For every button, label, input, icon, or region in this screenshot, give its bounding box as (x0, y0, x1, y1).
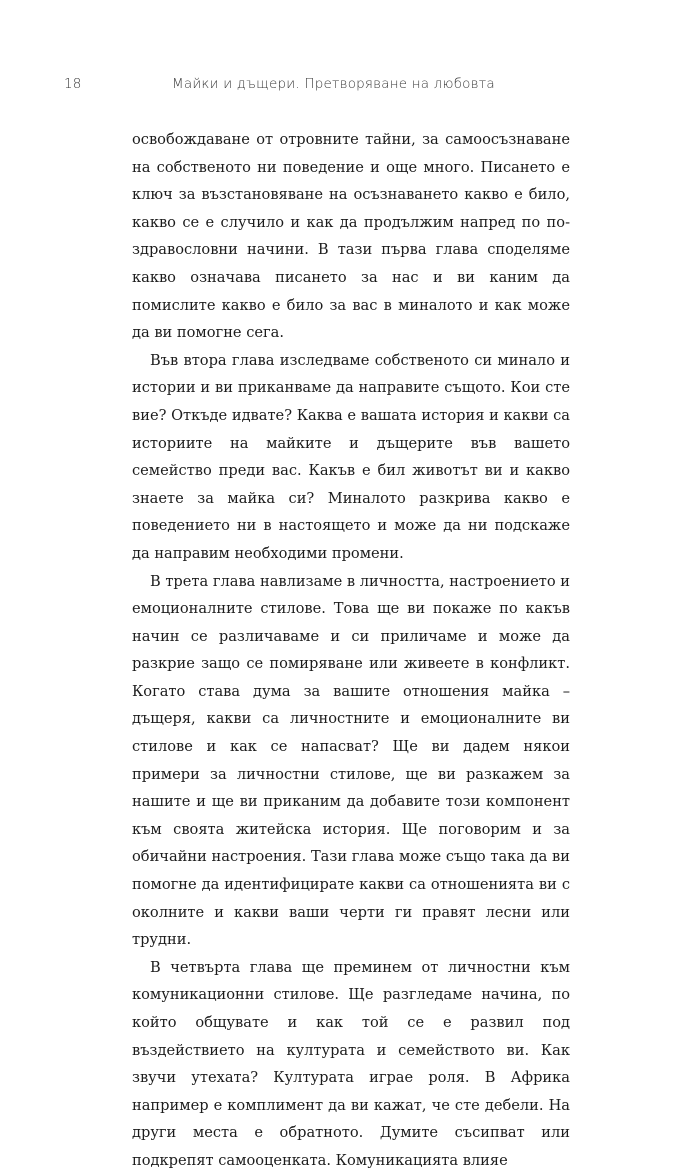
paragraph: В четвърта глава ще преминем от личностни към комуникационни стилове. Ще разгледаме начина, по който общувате и как той се е развил под въздействието на културата и семейството ви. Как звучи утехата? Културата играе роля. В Африка например е комплимент да ви кажат, че сте дебели. На други места е обратното. Думите съсипват или подкрепят самооценката. Комуникацията влияе (132, 958, 570, 1169)
page-number: 18 (64, 76, 82, 92)
paragraph: В трета глава навлизаме в личността, настроението и емоционалните стилове. Това ще ви покаже по какъв начин се различаваме и си приличаме и може да разкрие защо се помиряване или живеете в конфликт. Когато става дума за вашите отношения майка – дъщеря, какви са личностните и емоционалните ви стилове и как се напасват? Ще ви дадем някои примери за личностни стилове, ще ви разкажем за нашите и ще ви приканим да добавите този компонент към своята житейска история. Ще поговорим и за обичайни настроения. Тази глава може също така да ви помогне да идентифицирате какви са отношенията ви с околните и какви ваши черти ги правят лесни или трудни. (132, 572, 570, 949)
running-title: Майки и дъщери. Претворяване на любовта (172, 76, 495, 92)
paragraph: освобождаване от отровните тайни, за самоосъзнаване на собственото ни поведение и още много. Писането е ключ за възстановяване на осъзнаването какво е било, какво се е случило и как да продължим напред по по-здравословни начини. В тази първа глава споделяме какво означава писането за нас и ви каним да помислите какво е било за вас в миналото и как може да ви помогне сега. (132, 131, 570, 342)
page-header (64, 76, 604, 98)
body-text (132, 126, 570, 1175)
paragraph: Във втора глава изследваме собственото си минало и истории и ви приканваме да направите същото. Кои сте вие? Откъде идвате? Каква е вашата история и какви са историите на майките и дъщерите във вашето семейство преди вас. Какъв е бил животът ви и какво знаете за майка си? Миналото разкрива какво е поведението ни в настоящето и може да ни подскаже да направим необходими промени. (132, 351, 570, 562)
